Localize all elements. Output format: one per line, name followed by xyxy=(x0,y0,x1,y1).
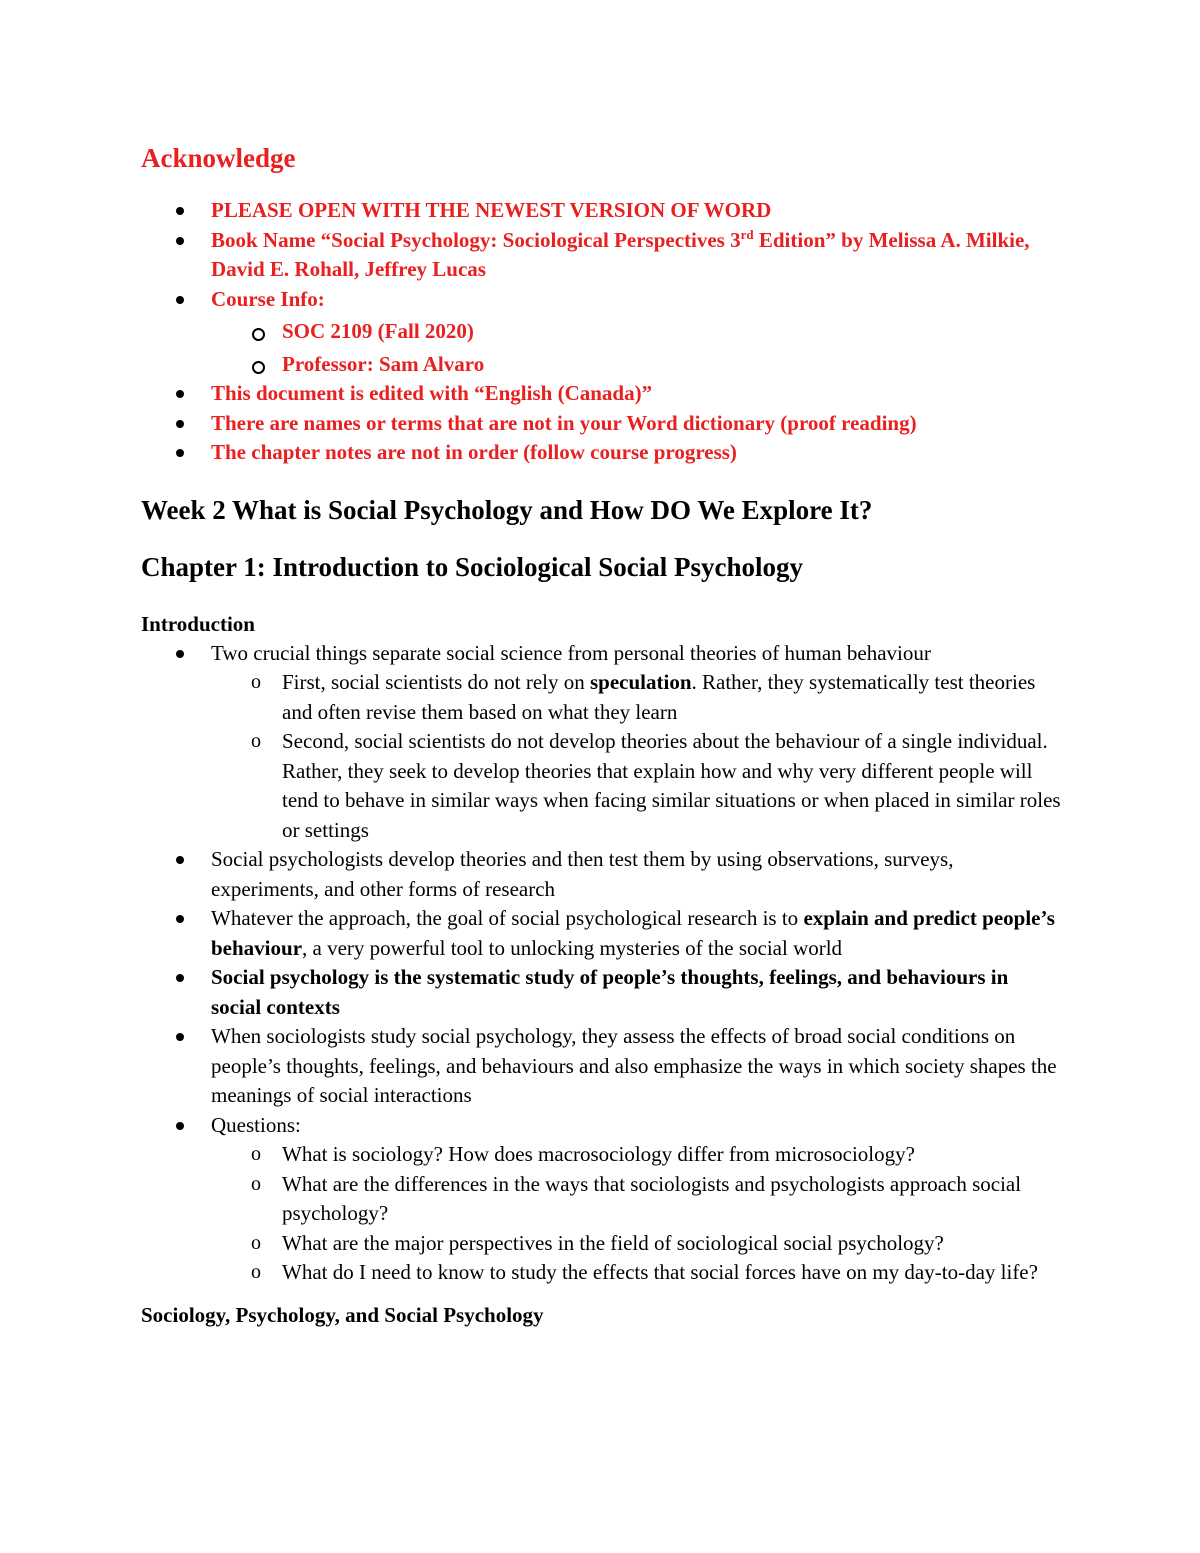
book-name-text: Book Name “Social Psychology: Sociological Perspectives 3 xyxy=(211,227,741,252)
list-item xyxy=(141,379,1061,409)
hollow-bullet-icon: o xyxy=(251,1143,261,1165)
sub-list-item xyxy=(211,668,1061,727)
bold-term: explain and predict people’s behaviour xyxy=(211,906,1055,960)
hollow-bullet-icon: o xyxy=(251,1231,261,1254)
sub-list-item xyxy=(211,1140,1061,1170)
bullet-icon xyxy=(176,974,184,982)
bullet-icon xyxy=(176,650,184,658)
bullet-icon xyxy=(176,915,184,923)
professor-text: Professor: Sam Alvaro xyxy=(282,351,485,376)
sub-item-text: . Rather, they systematically test theories and often revise them based on what they learn xyxy=(282,670,1036,724)
list-item-text: Social psychologists develop theories and then test them by using observations, surveys, experiments, and other forms of research xyxy=(211,847,954,901)
hollow-bullet-icon: o xyxy=(251,1172,261,1195)
section-heading: Sociology, Psychology, and Social Psychology xyxy=(141,1302,544,1327)
bullet-icon xyxy=(176,1122,184,1130)
list-item-text: PLEASE OPEN WITH THE NEWEST VERSION OF WORD xyxy=(211,198,772,222)
list-item xyxy=(141,1111,1061,1288)
list-item-text: Whatever the approach, the goal of social psychological research is to xyxy=(211,906,804,930)
list-item xyxy=(141,963,1061,1022)
list-item-text: Course Info: xyxy=(211,286,325,311)
question-text: What is sociology? How does macrosociology differ from microsociology? xyxy=(282,1142,915,1166)
list-item xyxy=(141,438,1061,468)
list-item-text: Two crucial things separate social science from personal theories of human behaviour xyxy=(211,640,931,665)
bullet-icon xyxy=(176,856,184,864)
bullet-icon xyxy=(176,207,184,215)
bullet-icon xyxy=(176,237,184,245)
hollow-bullet-icon: o xyxy=(251,671,261,693)
hollow-bullet-icon: o xyxy=(251,730,261,752)
list-item xyxy=(141,639,1061,846)
sub-list xyxy=(211,668,1061,845)
list-item xyxy=(141,845,1061,904)
list-item-text: There are names or terms that are not in your Word dictionary (proof reading) xyxy=(211,410,917,435)
questions-sublist xyxy=(211,1140,1061,1288)
hollow-bullet-icon xyxy=(252,328,265,341)
chapter-heading: Chapter 1: Introduction to Sociological Social Psychology xyxy=(141,551,804,582)
question-text: What are the differences in the ways that sociologists and psychologists approach social psychology? xyxy=(282,1171,1022,1225)
list-item xyxy=(141,904,1061,963)
sub-list-item xyxy=(211,727,1061,845)
bullet-icon xyxy=(176,420,184,428)
list-item xyxy=(141,1022,1061,1111)
list-item-text: Questions: xyxy=(211,1112,301,1137)
hollow-bullet-icon xyxy=(252,361,265,374)
question-text: What are the major perspectives in the field of sociological social psychology? xyxy=(282,1230,944,1255)
bullet-icon xyxy=(176,390,184,398)
acknowledge-heading: Acknowledge xyxy=(141,143,296,173)
list-item-text: This document is edited with “English (Canada)” xyxy=(211,381,653,405)
acknowledge-list xyxy=(141,196,1061,468)
list-item-text: When sociologists study social psychology, they assess the effects of broad social conditions on people’s thoughts, feelings, and behaviours and also emphasize the ways in which society shapes the meanings of social interactions xyxy=(211,1024,1057,1107)
sub-list-item xyxy=(211,317,1061,347)
list-item-text: The chapter notes are not in order (follow course progress) xyxy=(211,440,737,464)
list-item xyxy=(141,285,1061,380)
week-heading: Week 2 What is Social Psychology and How DO We Explore It? xyxy=(141,494,873,525)
list-item xyxy=(141,196,1061,226)
hollow-bullet-icon: o xyxy=(251,1261,261,1283)
bullet-icon xyxy=(176,296,184,304)
document-body xyxy=(141,138,1061,1330)
list-item xyxy=(141,226,1061,285)
list-item-text: , a very powerful tool to unlocking mysteries of the social world xyxy=(302,935,843,960)
course-code-text: SOC 2109 (Fall 2020) xyxy=(282,319,474,343)
bold-term: speculation xyxy=(589,670,692,694)
sub-list-item xyxy=(211,350,1061,380)
bullet-icon xyxy=(176,449,184,457)
course-info-sublist xyxy=(211,317,1061,379)
sub-item-text: Second, social scientists do not develop theories about the behaviour of a single individual. Rather, they seek to develop theories that explain how and why very different people will tend to behave in similar ways when facing similar situations or when placed in similar roles or settings xyxy=(282,729,1061,842)
superscript-text: rd xyxy=(740,226,754,242)
question-text: What do I need to know to study the effects that social forces have on my day-to-day life? xyxy=(282,1260,1038,1284)
list-item xyxy=(141,409,1061,439)
definition-text: Social psychology is the systematic study of people’s thoughts, feelings, and behaviours in social contexts xyxy=(211,965,1009,1019)
sub-list-item xyxy=(211,1258,1061,1288)
bullet-icon xyxy=(176,1033,184,1041)
sub-list-item xyxy=(211,1229,1061,1259)
sub-list-item xyxy=(211,1170,1061,1229)
introduction-heading: Introduction xyxy=(141,611,255,636)
introduction-list xyxy=(141,639,1061,1288)
sub-item-text: First, social scientists do not rely on xyxy=(282,670,590,694)
book-authors-text: Edition” by Melissa A. Milkie, David E. Rohall, Jeffrey Lucas xyxy=(211,227,1030,281)
